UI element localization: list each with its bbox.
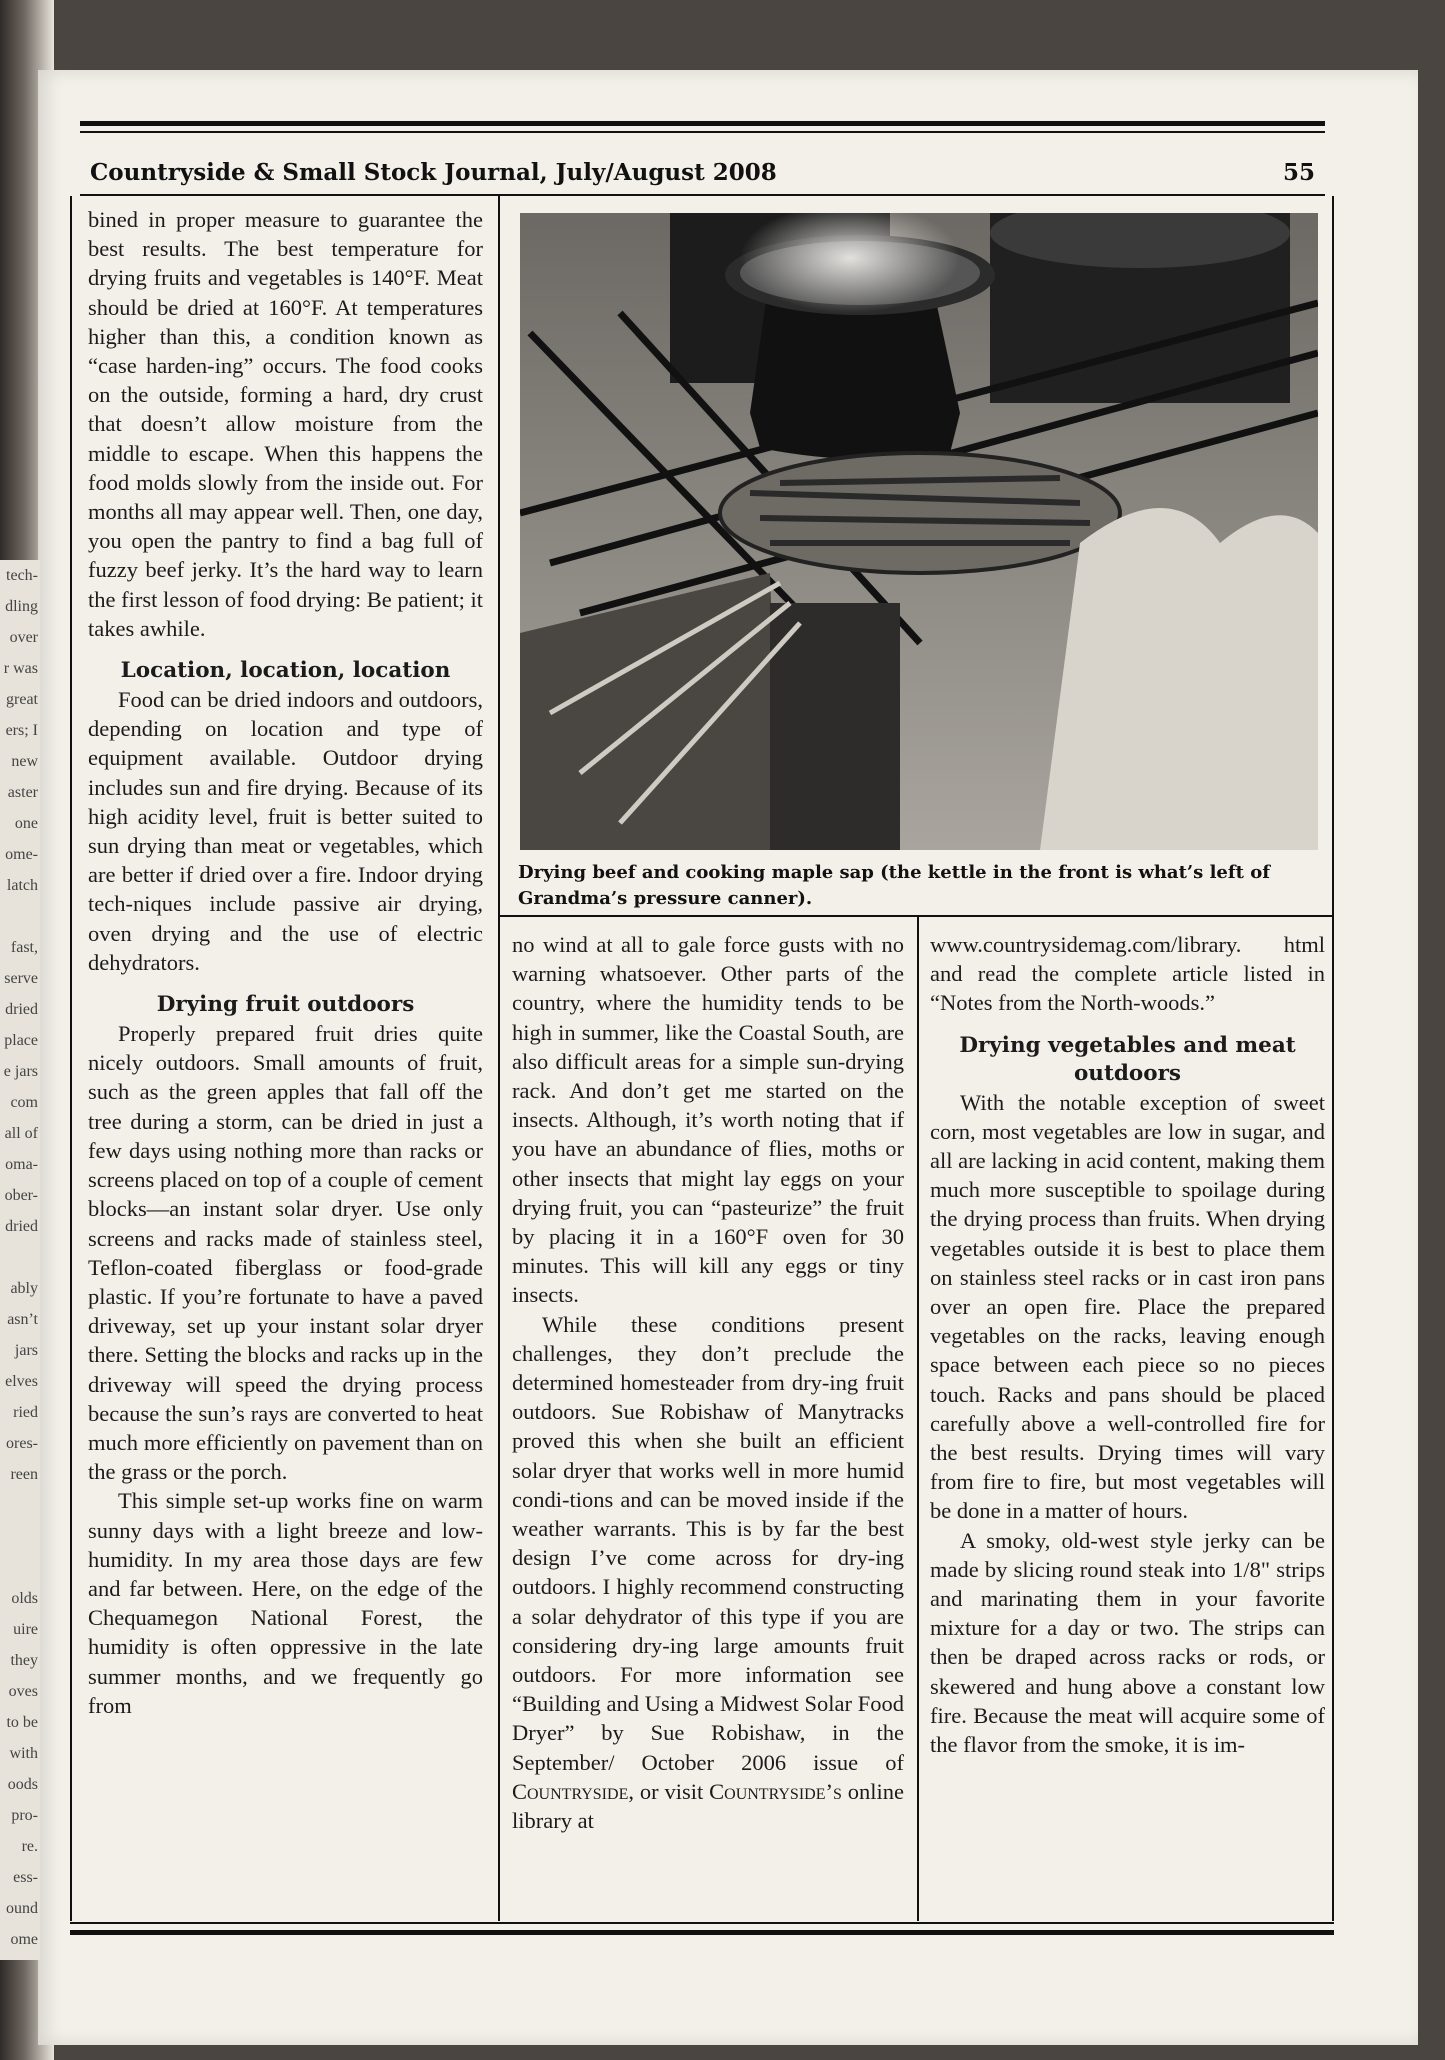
page-number: 55 <box>1282 159 1315 186</box>
paragraph: This simple set-up works fine on warm sunny days with a light breeze and low-humidity. In my area those days are few and far between. Here, on the edge of the Chequamegon National Forest, the humidity is often oppressive in the late summer months, and we frequently go from <box>88 1488 483 1718</box>
prev-page-fragment: com <box>10 1094 38 1111</box>
section-heading: Drying fruit outdoors <box>156 992 415 1018</box>
column-rule-right <box>1332 196 1334 1921</box>
prev-page-fragment: jars <box>14 1342 38 1359</box>
prev-page-fragment: dling <box>5 598 38 615</box>
journal-title: Countryside & Small Stock Journal, July/August 2008 <box>90 159 777 186</box>
prev-page-fragment: dried <box>5 1001 38 1018</box>
prev-page-fragment: ried <box>13 1404 38 1421</box>
prev-page-fragment: e jars <box>3 1063 38 1080</box>
prev-page-fragment: pro- <box>11 1807 38 1824</box>
prev-page-fragment <box>0 901 38 932</box>
prev-page-fragment <box>0 1521 38 1552</box>
prev-page-fragment: uire <box>13 1621 38 1638</box>
article-column-1 <box>88 205 483 1720</box>
prev-page-fragment: oma- <box>5 1156 38 1173</box>
section-heading: Location, location, location <box>120 658 451 684</box>
article-column-2 <box>512 930 904 1835</box>
paragraph-text: online library at <box>512 1778 905 1834</box>
article-column-3 <box>930 930 1325 1759</box>
paragraph: bined in proper measure to guarantee the best results. The best temperature for drying fruits and vegetables is 140°F. Meat should be dried at 160°F. At temperatures higher than this, a condition known as “case harden-ing” occurs. The food cooks on the outside, forming a hard, dry crust that doesn’t allow moisture from the middle to escape. When this happens the food molds slowly from the inside out. For months all may appear well. Then, one day, you open the pantry to find a bag full of fuzzy beef jerky. It’s the hard way to learn the first lesson of food drying: Be patient; it takes awhile. <box>88 207 483 641</box>
photo-caption: Drying beef and cooking maple sap (the kettle in the front is what’s left of Grandma’s pressure canner). <box>518 862 1270 909</box>
paragraph-text: While these conditions present challenges, they don’t preclude the determined homesteader from dry-ing fruit outdoors. Sue Robishaw of Manytracks proved this when she built an efficient solar dryer that works well in more humid condi-tions and can be moved inside if the weather warrants. This is by far the best design I’ve come across for dry-ing outdoors. I highly recommend constructing a solar dehydrator of this type if you are considering dry-ing large amounts fruit outdoors. For more information see “Building and Using a Midwest Solar Food Dryer” by Sue Robishaw, in the September/ October 2006 issue of <box>512 1311 904 1775</box>
prev-page-fragment: new <box>11 753 38 770</box>
prev-page-fragment: they <box>10 1652 38 1669</box>
prev-page-fragment: to be <box>6 1714 38 1731</box>
header-rule-thin <box>80 131 1325 133</box>
prev-page-fragment: oves <box>8 1683 38 1700</box>
prev-page-fragment: ores- <box>6 1435 38 1452</box>
prev-page-fragment: olds <box>11 1590 38 1607</box>
prev-page-fragment: asn’t <box>7 1311 38 1328</box>
prev-page-fragment: r was <box>3 660 38 677</box>
footer-rule-thick <box>70 1930 1334 1935</box>
paragraph: A smoky, old-west style jerky can be made by slicing round steak into 1/8" strips and marinating them in your favorite mixture for a day or two. The strips can then be draped across racks or rods, or skewered and hung above a constant low fire. Because the meat will acquire some of the flavor from the smoke, it is im- <box>930 1527 1325 1758</box>
article-photo <box>520 213 1318 850</box>
paragraph-text: , or visit <box>628 1778 704 1804</box>
column-rule-1-2 <box>498 196 500 1921</box>
prev-page-fragment <box>0 1490 38 1521</box>
prev-page-fragment: all of <box>4 1125 38 1142</box>
prev-page-fragment: fast, <box>10 939 38 956</box>
photo-kettles-fire <box>520 213 1318 850</box>
paragraph: With the notable exception of sweet corn, most vegetables are low in sugar, and all are lacking in acid content, making them much more susceptible to spoilage during the drying process than fruits. When drying vegetables outside it is best to place them on stainless steel racks or in cast iron pans over an open fire. Place the prepared vegetables on the racks, leaving enough space between each piece so no pieces touch. Racks and pans should be placed carefully above a well-controlled fire for the best results. Drying times will vary from fire to fire, but most vegetables will be done in a matter of hours. <box>930 1089 1325 1524</box>
prev-page-fragment: with <box>9 1745 38 1762</box>
footer-rule-thin <box>70 1922 1334 1924</box>
prev-page-fragment: place <box>4 1032 38 1049</box>
prev-page-fragment: serve <box>4 970 38 987</box>
prev-page-fragment: ome- <box>5 846 38 863</box>
caption-bottom-rule <box>500 915 1332 917</box>
magazine-name: Countryside’s <box>709 1778 842 1804</box>
paragraph: no wind at all to gale force gusts with no warning whatsoever. Other parts of the country, where the humidity tends to be high in summer, like the Coastal South, are also difficult areas for a simple sun-drying rack. And don’t get me started on the insects. Although, it’s worth noting that if you have an abundance of flies, moths or other insects that might lay eggs on your drying fruit, you can “pasteurize” the fruit by placing it in a 160°F oven for 30 minutes. This will kill any eggs or tiny insects. <box>512 932 904 1308</box>
column-rule-left <box>70 196 72 1921</box>
paragraph: Properly prepared fruit dries quite nicely outdoors. Small amounts of fruit, such as the green apples that fall off the tree during a storm, can be dried in just a few days using nothing more than racks or screens placed on top of a couple of cement blocks—an instant solar dryer. Use only screens and racks made of stainless steel, Teflon-coated fiberglass or food-grade plastic. If you’re fortunate to have a paved driveway, set up your instant solar dryer there. Setting the blocks and racks up in the driveway will speed the drying process because the sun’s rays are converted to heat much more efficiently on pavement than on the grass or the porch. <box>88 1021 483 1485</box>
prev-page-fragment: tech- <box>6 567 38 584</box>
prev-page-fragment: dried <box>5 1218 38 1235</box>
prev-page-fragment: latch <box>6 877 38 894</box>
prev-page-fragment: elves <box>5 1373 38 1390</box>
prev-page-fragment: ober- <box>4 1187 38 1204</box>
section-heading: Drying vegetables and meat outdoors <box>959 1032 1296 1086</box>
running-header <box>90 155 1315 189</box>
prev-page-fragment <box>0 1552 38 1583</box>
paragraph <box>512 1310 904 1836</box>
prev-page-fragment: over <box>9 629 38 646</box>
magazine-name: Countryside <box>512 1778 629 1804</box>
prev-page-fragment: re. <box>21 1838 38 1855</box>
prev-page-fragment: ers; I <box>5 722 38 739</box>
paragraph: Food can be dried indoors and outdoors, depending on location and type of equipment available. Outdoor drying includes sun and fire drying. Because of its high acidity level, fruit is better suited to sun drying than meat or vegetables, which are better if dried over a fire. Indoor drying tech-niques include passive air drying, oven drying and the use of electric dehydrators. <box>88 687 483 975</box>
prev-page-fragment: reen <box>10 1466 38 1483</box>
prev-page-fragment: oods <box>7 1776 38 1793</box>
prev-page-fragment: aster <box>7 784 38 801</box>
paragraph: www.countrysidemag.com/library. html and read the complete article listed in “Notes from the North-woods.” <box>930 932 1325 1016</box>
prev-page-fragment: ome <box>10 1931 38 1948</box>
header-rule-thick <box>80 121 1325 126</box>
prev-page-fragment: ess- <box>13 1869 38 1886</box>
header-bottom-rule <box>80 194 1325 196</box>
prev-page-fragment: great <box>6 691 38 708</box>
prev-page-fragment: ably <box>10 1280 38 1297</box>
prev-page-fragment: ound <box>6 1900 38 1917</box>
prev-page-fragment: one <box>14 815 38 832</box>
prev-page-fragment <box>0 1242 38 1273</box>
column-rule-2-3 <box>917 915 919 1921</box>
previous-page-edge <box>0 560 40 1960</box>
